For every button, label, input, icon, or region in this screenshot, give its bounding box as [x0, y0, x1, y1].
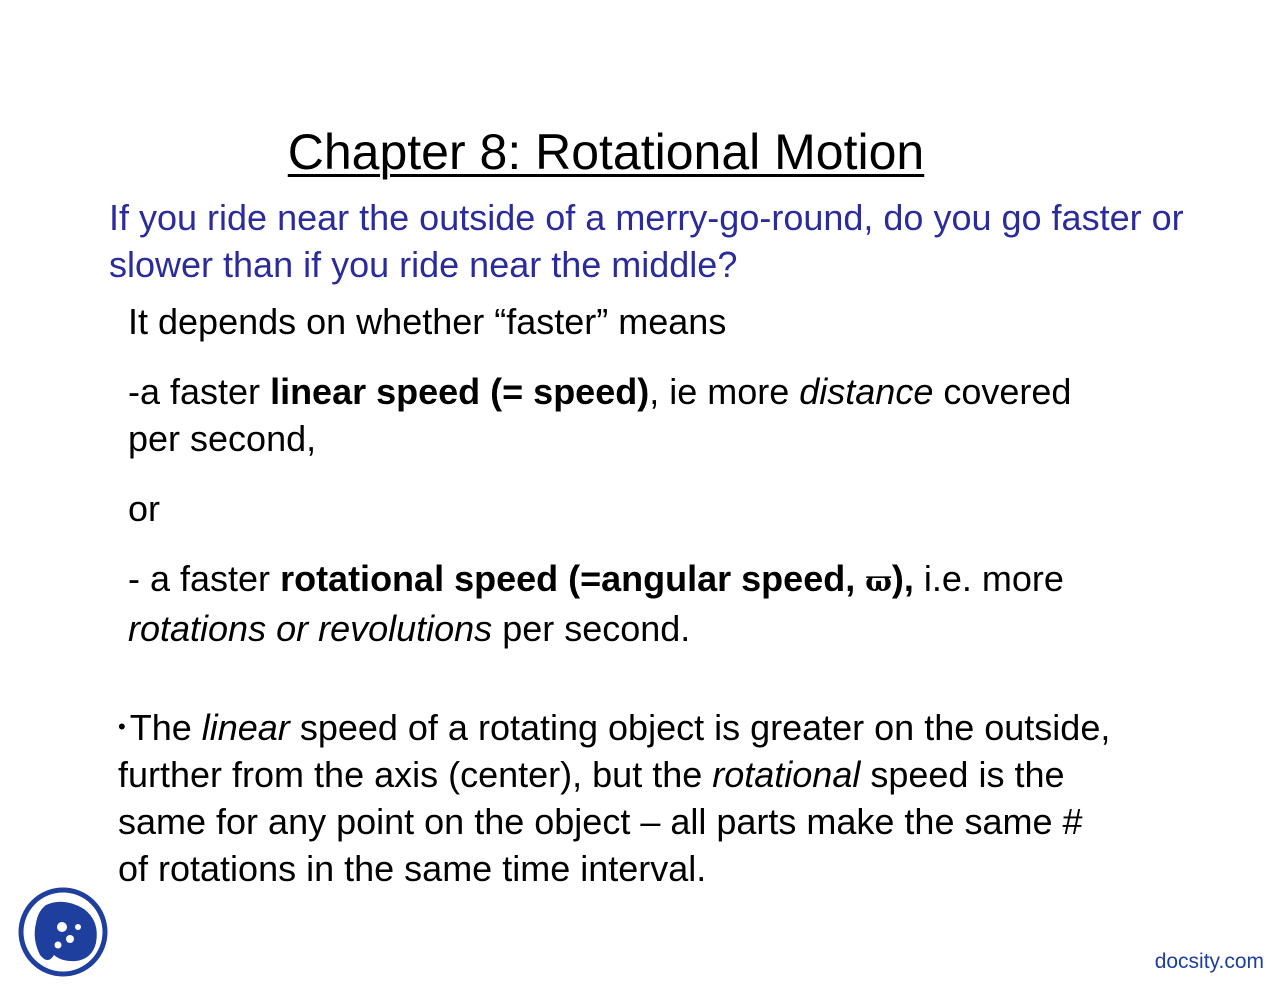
bullet-marker: • — [118, 714, 126, 739]
question-text: If you ride near the outside of a merry-go-round, do you go faster or slower than if you ride near the middle? — [109, 197, 1184, 285]
footer-link[interactable]: docsity.com — [1154, 950, 1264, 973]
intro-text: It depends on whether “faster” means — [128, 301, 727, 342]
option-rotational-speed: - a faster rotational speed (=angular speed, ϖ), i.e. more rotations or revolutions per second. — [128, 558, 1064, 649]
docsity-logo-icon — [18, 887, 108, 977]
page-title: Chapter 8: Rotational Motion — [287, 124, 925, 180]
omega-symbol: ϖ — [865, 565, 892, 598]
bullet-point: • The linear speed of a rotating object is greater on the outside, further from the axis (center), but the rotational speed is the same for any point on the object – all parts make the same # of rotations in the same time interval. — [118, 707, 1111, 889]
or-text: or — [128, 488, 161, 529]
option-linear-speed: -a faster linear speed (= speed), ie more distance covered per second, — [128, 371, 1072, 459]
